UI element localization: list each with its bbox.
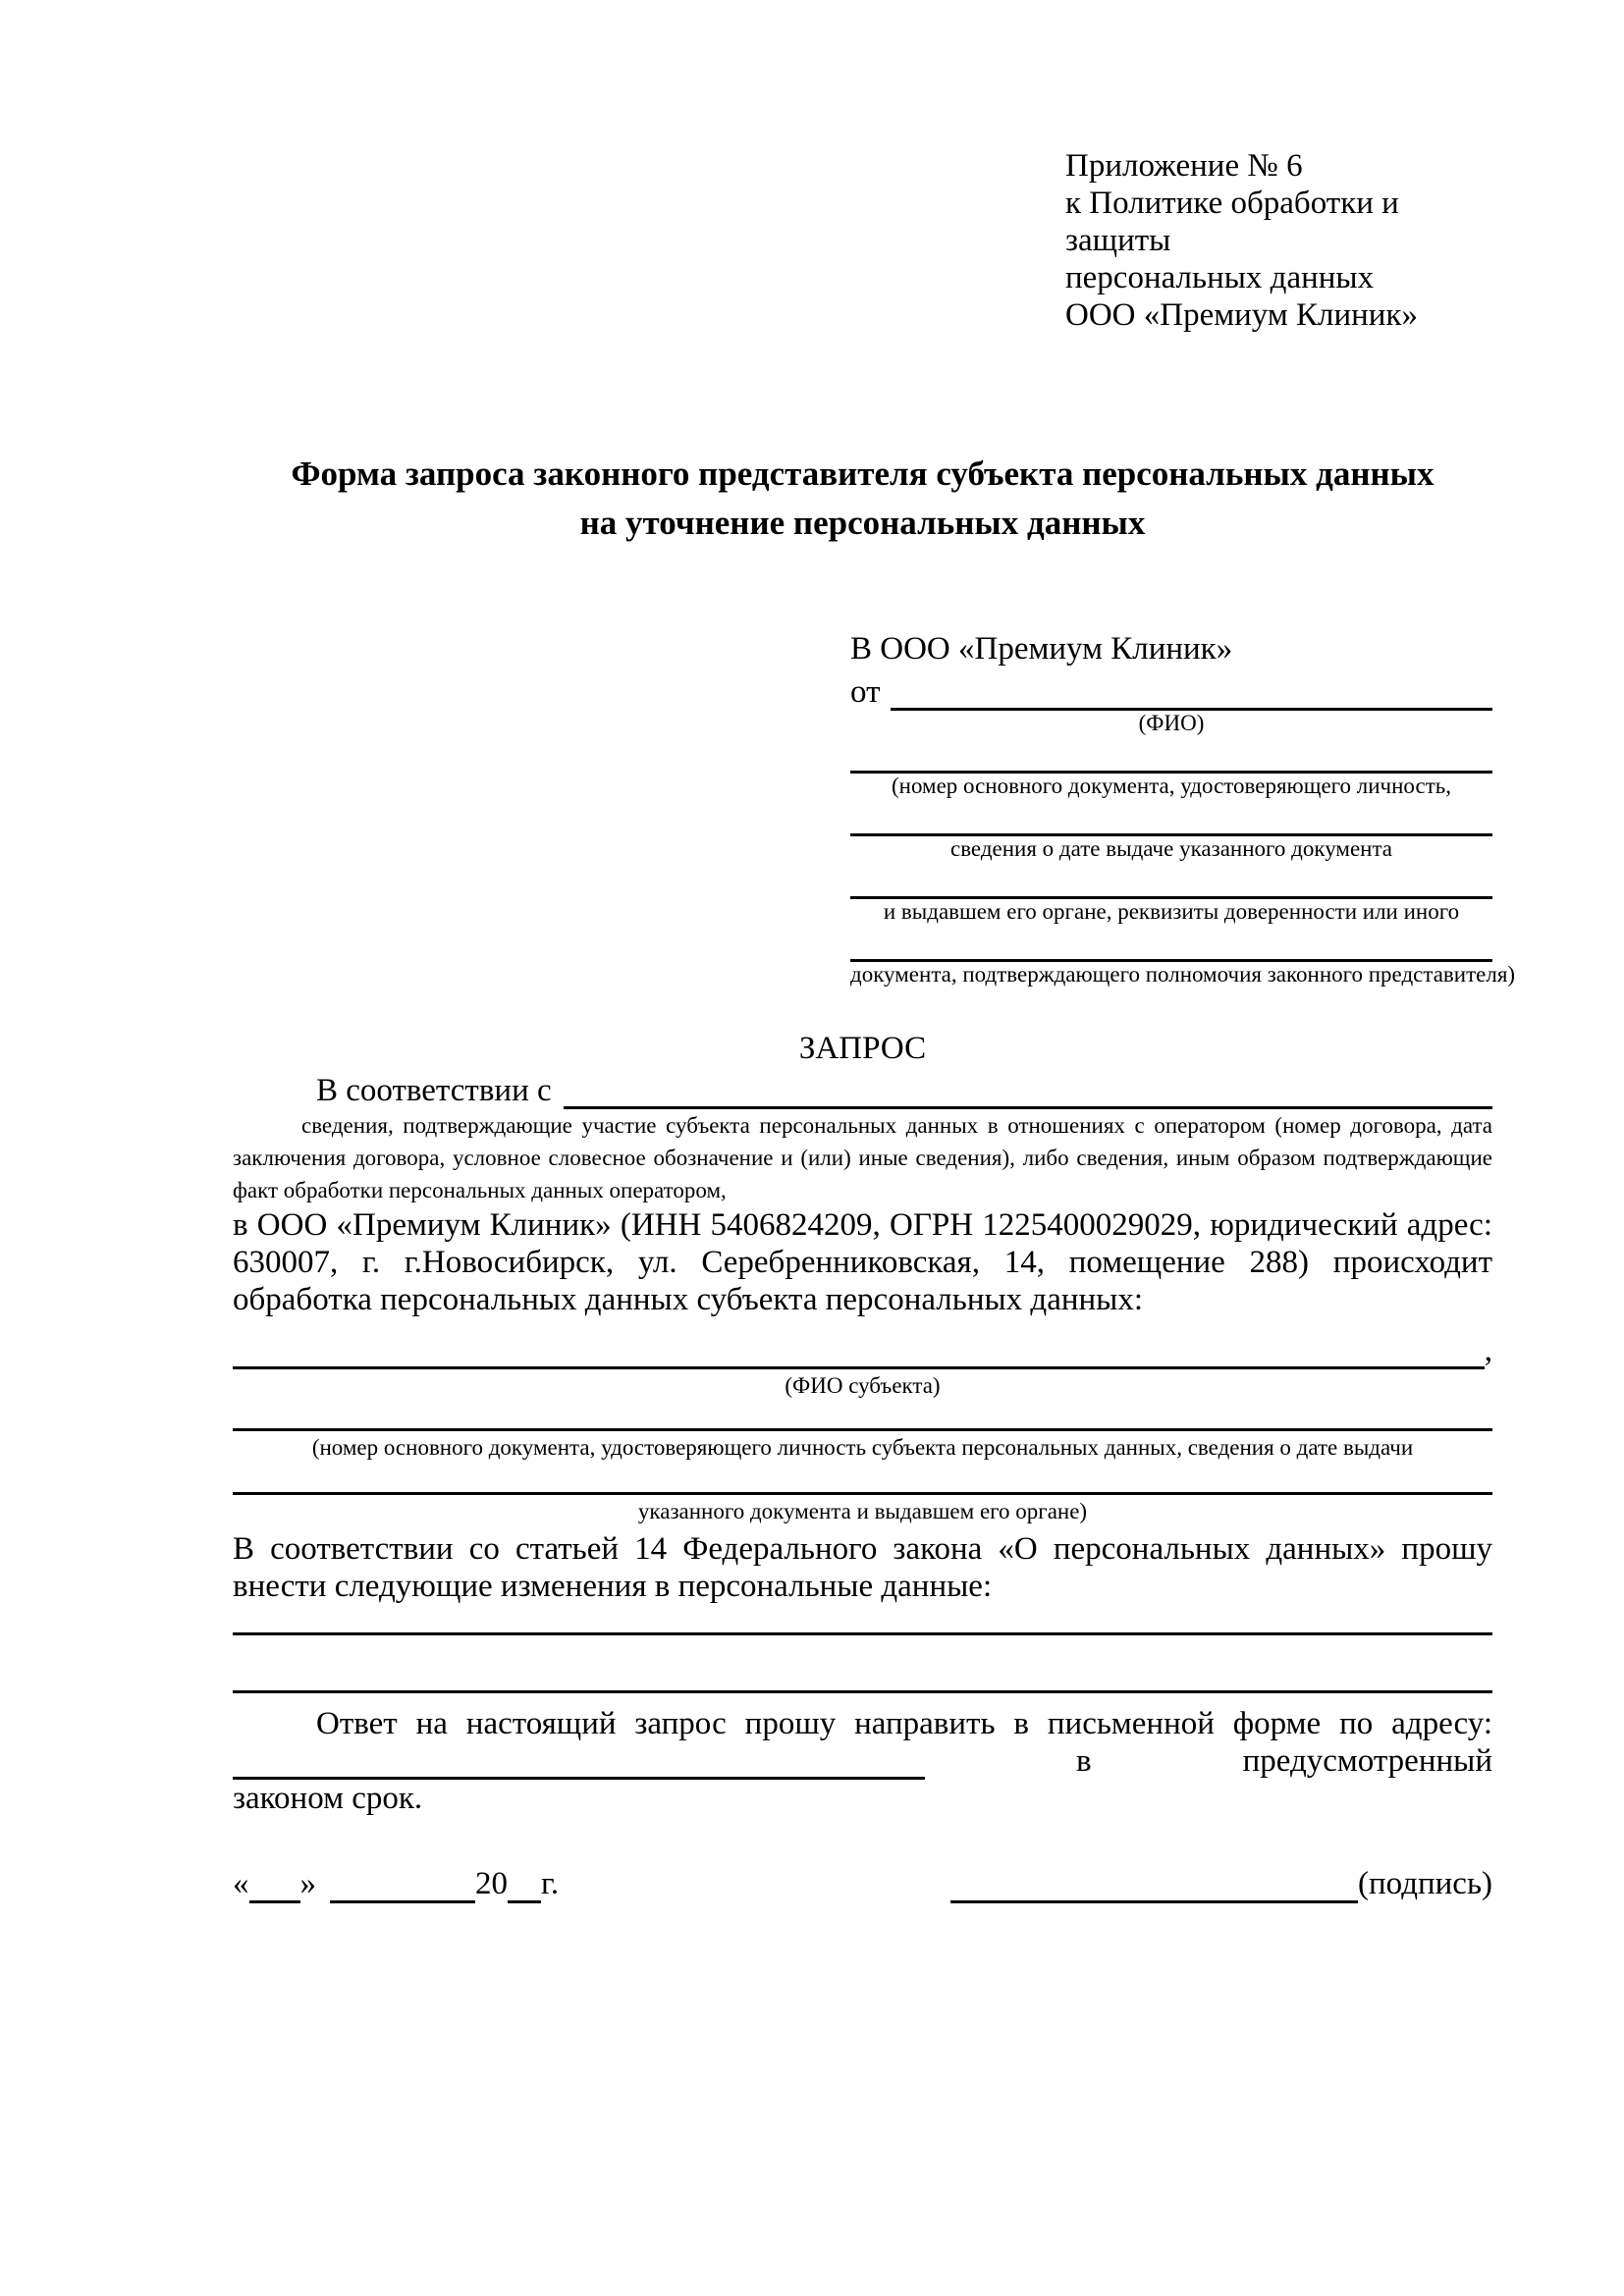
subject-fio-row	[233, 1332, 1492, 1369]
subject-doc-caption-2: указанного документа и выдавшем его органе)	[637, 1499, 1088, 1523]
answer-paragraph-line2	[233, 1742, 1492, 1780]
date-year-suffix: г.	[541, 1866, 560, 1901]
date-day-blank-line	[249, 1870, 300, 1903]
subject-fio-comma: ,	[1484, 1333, 1492, 1368]
relation-proof-blank-line	[564, 1076, 1492, 1109]
appendix-line: ООО «Премиум Клиник»	[1065, 297, 1418, 333]
addressee-from-label: от	[850, 674, 881, 710]
relation-proof-caption: сведения, подтверждающие участие субъекта персональных данных в отношениях с оператором (номер договора, дата заключения договора, условное словесное обозначение и (или) иные сведения), либо сведения, иным образом подтверждающие факт обработки персональных данных оператором,	[233, 1113, 1492, 1202]
signature-blank-line	[950, 1870, 1358, 1903]
signature-caption: (подпись)	[1358, 1866, 1492, 1901]
representative-doc-caption-3: и выдавшем его органе, реквизиты доверенности или иного	[883, 899, 1460, 924]
fio-blank-line	[891, 677, 1493, 711]
representative-doc-blank-line-4	[850, 925, 1492, 962]
appendix-line: Приложение № 6	[1065, 148, 1303, 184]
subject-doc-blank-line-2	[233, 1492, 1492, 1495]
document-title-line1: Форма запроса законного представителя субъекта персональных данных	[291, 454, 1435, 493]
signature-group	[950, 1864, 1492, 1903]
representative-doc-blank-line-3	[850, 862, 1492, 899]
changes-blank-line-1	[233, 1632, 1492, 1635]
document-title-line2: на уточнение персональных данных	[579, 504, 1146, 542]
request-intro-label: В соответствии с	[316, 1073, 552, 1108]
operator-paragraph: в ООО «Премиум Клиник» (ИНН 5406824209, ОГРН 1225400029029, юридический адрес: 630007, г. г.Новосибирск, ул. Серебренниковская, 14, помещение 288) происходит обработка персональных данных субъекта персональных данных:	[233, 1207, 1492, 1317]
date-year-blank-line	[508, 1870, 541, 1903]
appendix-line: персональных данных	[1065, 260, 1375, 295]
addressee-to: В ООО «Премиум Клиник»	[850, 631, 1233, 667]
document-title	[233, 450, 1492, 548]
date-quote-close: »	[299, 1866, 316, 1901]
request-intro-row	[233, 1072, 1492, 1109]
subject-doc-caption-1: (номер основного документа, удостоверяющего личность субъекта персональных данных, сведения о дате выдачи	[311, 1435, 1414, 1460]
representative-doc-caption-1: (номер основного документа, удостоверяющего личность,	[891, 774, 1451, 798]
representative-doc-caption-2: сведения о дате выдаче указанного документа	[949, 836, 1393, 861]
answer-address-blank-line	[233, 1746, 925, 1780]
request-heading: ЗАПРОС	[798, 1031, 927, 1066]
addressee-from-row	[850, 673, 1492, 711]
subject-doc-blank-line-1	[233, 1428, 1492, 1431]
date-year-prefix: 20	[475, 1866, 508, 1901]
fio-caption: (ФИО)	[1138, 711, 1205, 735]
law-paragraph: В соответствии со статьей 14 Федерального закона «О персональных данных» прошу внести следующие изменения в персональные данные:	[233, 1531, 1492, 1604]
date-quote-open: «	[233, 1866, 249, 1901]
appendix-header	[1065, 147, 1492, 334]
answer-paragraph-line3: законом срок.	[233, 1781, 423, 1816]
answer-word-v: в	[1076, 1743, 1092, 1779]
answer-paragraph-line1: Ответ на настоящий запрос прошу направить в письменной форме по адресу:	[316, 1706, 1492, 1741]
footer-row	[233, 1864, 1492, 1903]
answer-word-predusmotrennyj: предусмотренный	[1242, 1743, 1492, 1779]
date-group	[233, 1864, 559, 1903]
appendix-line: к Политике обработки и защиты	[1065, 186, 1399, 258]
changes-blank-line-2	[233, 1690, 1492, 1693]
date-month-blank-line	[330, 1870, 475, 1903]
subject-fio-caption: (ФИО субъекта)	[785, 1373, 941, 1398]
subject-fio-blank-line	[233, 1336, 1485, 1369]
addressee-block	[850, 630, 1516, 988]
representative-doc-blank-line-2	[850, 799, 1492, 836]
representative-doc-caption-4: документа, подтверждающего полномочия законного представителя)	[850, 962, 1516, 987]
representative-doc-blank-line-1	[850, 736, 1492, 774]
